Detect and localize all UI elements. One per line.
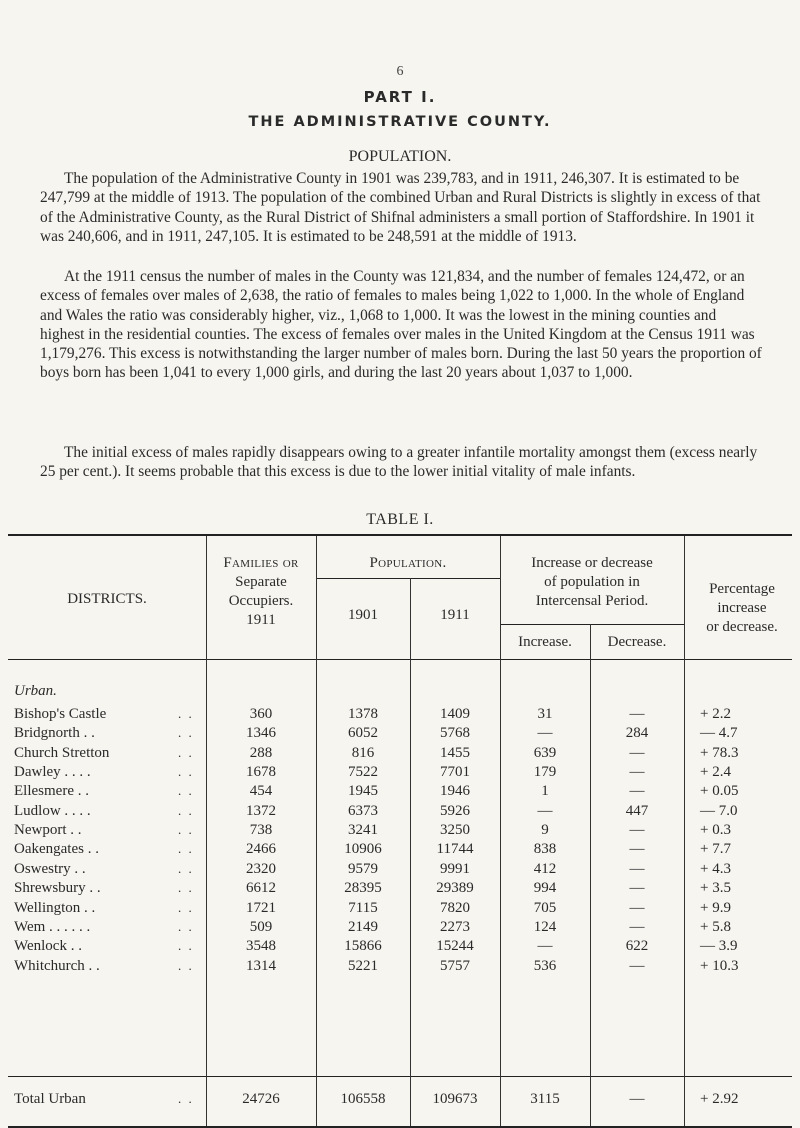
paragraph-infant-mortality	[40, 443, 764, 482]
header-percentage	[684, 580, 800, 637]
population-1901-cell: 2149	[348, 918, 378, 935]
leader-dots: . .	[178, 938, 194, 954]
families-cell: 509	[249, 918, 273, 935]
population-1911-cell: 11744	[436, 841, 474, 858]
population-1901-cell: 6373	[348, 802, 378, 819]
header-families	[206, 554, 316, 630]
section-label-urban: Urban.	[14, 683, 57, 699]
population-1901-cell: 816	[351, 744, 375, 761]
percentage-cell: + 2.2	[700, 706, 731, 722]
page-number: 6	[396, 64, 404, 79]
percentage-cell: + 0.05	[700, 783, 739, 800]
district-cell: Church Stretton	[14, 744, 110, 761]
header-increase: Increase.	[518, 634, 572, 650]
population-1901-cell: 5221	[348, 957, 378, 974]
district-cell: Dawley . . . .	[14, 764, 91, 781]
increase-cell: 705	[533, 899, 557, 916]
intercensal-subrule	[500, 624, 684, 625]
population-1911-cell: 1409	[440, 706, 470, 722]
percentage-cell: + 10.3	[700, 957, 739, 974]
families-cell: 2466	[246, 841, 276, 858]
decrease-cell: —	[629, 764, 645, 781]
leader-dots: . .	[178, 880, 194, 896]
percentage-cell: + 4.3	[700, 860, 731, 877]
families-cell: 360	[249, 706, 273, 722]
decrease-cell: —	[629, 744, 645, 761]
leader-dots: . .	[178, 822, 194, 838]
header-year-1911: 1911	[440, 607, 470, 623]
paragraph-text: The initial excess of males rapidly disappears owing to a greater infantile mortality amongst them (excess nearly 25 per cent.). It seems probable that this excess is due to the lower initial vitality of male infants.	[40, 444, 758, 481]
header-change-line: Increase or decrease	[531, 555, 653, 571]
percentage-cell: + 7.7	[700, 841, 731, 858]
decrease-cell: —	[629, 706, 645, 722]
district-cell: Total Urban	[14, 1091, 86, 1107]
header-percentage-line: or decrease.	[706, 619, 778, 635]
families-cell: 1314	[246, 957, 276, 974]
header-year-1901: 1901	[348, 607, 378, 623]
families-cell: 1678	[246, 764, 276, 781]
header-families-line: Families or	[223, 555, 299, 571]
families-cell: 288	[249, 744, 273, 761]
header-percentage-line: increase	[717, 600, 767, 616]
percentage-cell: + 2.4	[700, 764, 731, 781]
section-heading: POPULATION.	[348, 148, 452, 165]
families-cell: 454	[249, 783, 273, 800]
population-1911-cell: 7820	[440, 899, 470, 916]
population-1901-cell: 7522	[348, 764, 378, 781]
decrease-cell: 622	[625, 938, 649, 955]
families-cell: 1721	[246, 899, 276, 916]
population-1901-cell: 6052	[348, 725, 378, 742]
district-cell: Wem . . . . . .	[14, 918, 91, 935]
paragraph-text: At the 1911 census the number of males in the County was 121,834, and the number of females 124,472, or an excess of females over males of 2,638, the ratio of females to males being 1,022 to 1,000. In the whole of England and Wales the ratio was considerably higher, viz., 1,068 to 1,000. It was the lowest in the mining counties and highest in the residential counties. The excess of females over males in the United Kingdom at the Census 1911 was 1,179,276. This excess is notwithstanding the larger number of males born. During the last 50 years the proportion of boys born has been 1,041 to every 1,000 girls, and during the last 20 years about 1,037 to 1,000.	[40, 268, 762, 382]
leader-dots: . .	[178, 860, 194, 876]
decrease-cell: —	[629, 783, 645, 800]
header-districts: DISTRICTS.	[67, 591, 147, 607]
population-1901-cell: 106558	[340, 1091, 386, 1107]
increase-cell: 639	[533, 744, 557, 761]
part-title: PART I.	[363, 88, 437, 106]
header-change	[500, 554, 684, 611]
population-1911-cell: 15244	[436, 938, 474, 955]
increase-cell: 1	[541, 783, 549, 800]
population-1911-cell: 3250	[440, 822, 470, 839]
header-families-line: 1911	[246, 612, 276, 628]
percentage-cell: + 9.9	[700, 899, 731, 916]
families-cell: 24726	[242, 1091, 280, 1107]
population-1911-cell: 29389	[436, 880, 474, 897]
county-title: THE ADMINISTRATIVE COUNTY.	[248, 114, 552, 130]
decrease-cell: —	[629, 899, 645, 916]
increase-cell: —	[537, 938, 553, 955]
header-families-line: Occupiers.	[228, 593, 294, 609]
percentage-cell: + 5.8	[700, 918, 731, 935]
leader-dots: . .	[178, 1091, 194, 1106]
decrease-cell: —	[629, 957, 645, 974]
leader-dots: . .	[178, 725, 194, 741]
population-1901-cell: 28395	[344, 880, 382, 897]
population-1901-cell: 9579	[348, 860, 378, 877]
families-cell: 1346	[246, 725, 276, 742]
population-subrule	[316, 578, 500, 579]
header-change-line: of population in	[544, 574, 640, 590]
header-population: Population.	[369, 555, 447, 571]
increase-cell: 994	[533, 880, 557, 897]
population-1901-cell: 15866	[344, 938, 382, 955]
district-cell: Ludlow . . . .	[14, 802, 91, 819]
increase-cell: 838	[533, 841, 557, 858]
decrease-cell: —	[629, 1091, 645, 1107]
district-cell: Ellesmere . .	[14, 783, 89, 800]
increase-cell: 3115	[530, 1091, 560, 1107]
population-1901-cell: 3241	[348, 822, 378, 839]
leader-dots: . .	[178, 841, 194, 857]
total-top-rule	[8, 1076, 792, 1077]
leader-dots: . .	[178, 744, 194, 760]
increase-cell: —	[537, 725, 553, 742]
percentage-cell: + 0.3	[700, 822, 731, 839]
district-cell: Oakengates . .	[14, 841, 99, 858]
leader-dots: . .	[178, 918, 194, 934]
families-cell: 6612	[246, 880, 276, 897]
families-cell: 1372	[246, 802, 276, 819]
population-1911-cell: 1946	[440, 783, 470, 800]
decrease-cell: —	[629, 841, 645, 858]
population-1911-cell: 5926	[440, 802, 470, 819]
population-1911-cell: 1455	[440, 744, 470, 761]
leader-dots: . .	[178, 706, 194, 721]
percentage-cell: + 3.5	[700, 880, 731, 897]
increase-cell: 536	[533, 957, 557, 974]
leader-dots: . .	[178, 957, 194, 973]
increase-cell: 179	[533, 764, 557, 781]
population-1901-cell: 1945	[348, 783, 378, 800]
population-1901-cell: 1378	[348, 706, 378, 722]
decrease-cell: —	[629, 822, 645, 839]
percentage-cell: + 78.3	[700, 744, 739, 761]
families-cell: 738	[249, 822, 273, 839]
header-families-line: Separate	[235, 574, 287, 590]
leader-dots: . .	[178, 783, 194, 799]
district-cell: Wenlock . .	[14, 938, 82, 955]
increase-cell: —	[537, 802, 553, 819]
population-1911-cell: 5757	[440, 957, 470, 974]
district-cell: Whitchurch . .	[14, 957, 100, 974]
paragraph-text: The population of the Administrative County in 1901 was 239,783, and in 1911, 246,307. It is estimated to be 247,799 at the middle of 1913. The population of the combined Urban and Rural Districts is slightly in excess of that of the Administrative County, as the Rural District of Shifnal administers a small portion of Staffordshire. In 1901 it was 240,606, and in 1911, 247,105. It is estimated to be 248,591 at the middle of 1913.	[40, 170, 761, 245]
increase-cell: 31	[537, 706, 553, 722]
population-1911-cell: 9991	[440, 860, 470, 877]
decrease-cell: —	[629, 918, 645, 935]
header-change-line: Intercensal Period.	[535, 593, 649, 609]
district-cell: Bridgnorth . .	[14, 725, 95, 742]
population-table	[0, 530, 800, 1107]
leader-dots: . .	[178, 802, 194, 818]
header-decrease: Decrease.	[607, 634, 667, 650]
percentage-cell: — 7.0	[700, 802, 738, 819]
table-label: TABLE I.	[366, 511, 434, 528]
paragraph-census-ratio	[40, 267, 764, 383]
district-cell: Oswestry . .	[14, 860, 86, 877]
district-cell: Wellington . .	[14, 899, 96, 916]
percentage-cell: — 4.7	[700, 725, 738, 742]
decrease-cell: 447	[625, 802, 649, 819]
district-cell: Newport . .	[14, 822, 82, 839]
header-percentage-line: Percentage	[709, 581, 775, 597]
population-1901-cell: 7115	[348, 899, 378, 916]
population-1911-cell: 109673	[432, 1091, 478, 1107]
increase-cell: 124	[533, 918, 557, 935]
population-1911-cell: 2273	[440, 918, 470, 935]
population-1911-cell: 7701	[440, 764, 470, 781]
increase-cell: 412	[533, 860, 557, 877]
percentage-cell: — 3.9	[700, 938, 738, 955]
families-cell: 2320	[246, 860, 276, 877]
district-cell: Shrewsbury . .	[14, 880, 101, 897]
population-1901-cell: 10906	[344, 841, 382, 858]
decrease-cell: 284	[625, 725, 649, 742]
header-bottom-rule	[8, 659, 792, 660]
paragraph-population	[40, 169, 764, 246]
decrease-cell: —	[629, 880, 645, 897]
families-cell: 3548	[246, 938, 276, 955]
district-cell: Bishop's Castle	[14, 706, 107, 722]
percentage-cell: + 2.92	[700, 1091, 739, 1107]
table-top-rule	[8, 534, 792, 536]
leader-dots: . .	[178, 899, 194, 915]
increase-cell: 9	[541, 822, 549, 839]
decrease-cell: —	[629, 860, 645, 877]
population-1911-cell: 5768	[440, 725, 470, 742]
leader-dots: . .	[178, 764, 194, 780]
